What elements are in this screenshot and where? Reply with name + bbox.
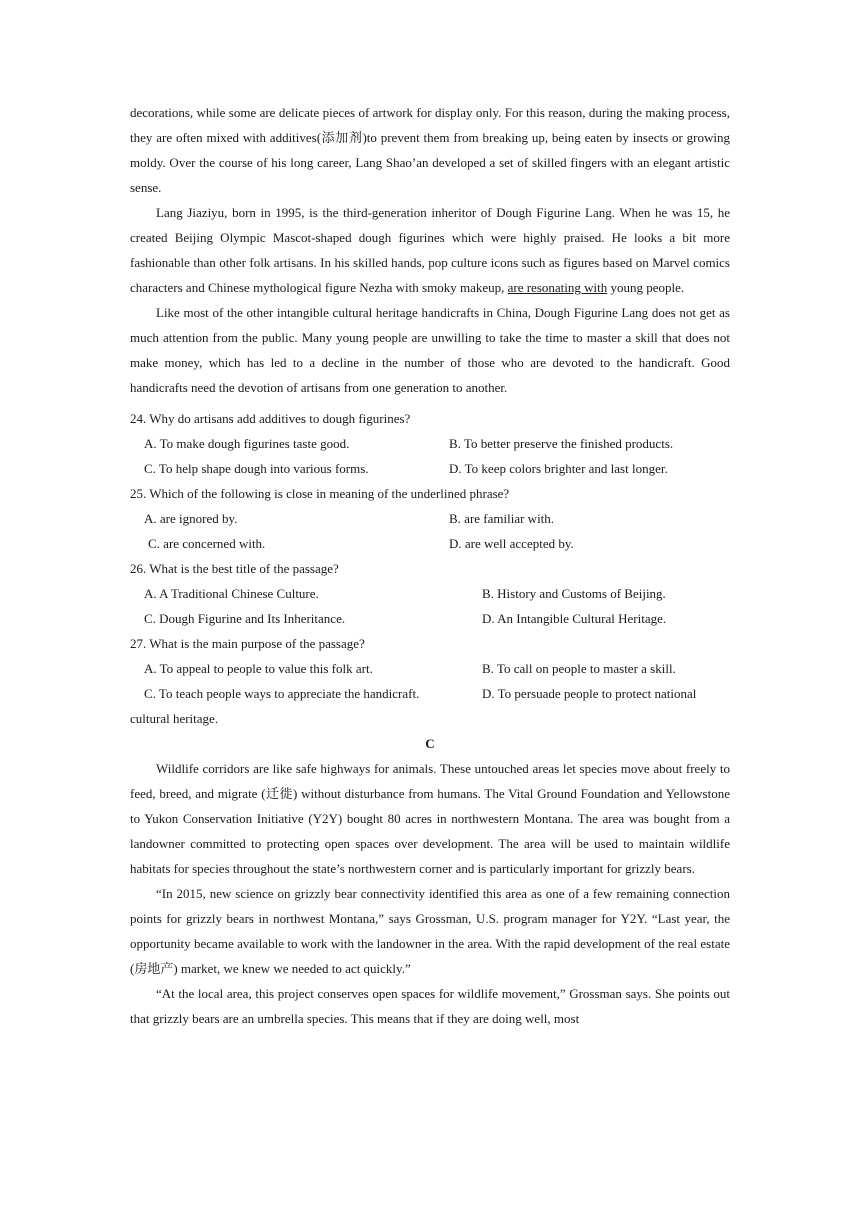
- question-27: [130, 631, 730, 731]
- option-b: B. To better preserve the finished products.: [449, 436, 674, 451]
- option-a: A. To make dough figurines taste good.: [144, 436, 350, 451]
- section-heading: C: [425, 736, 435, 751]
- question-26: [130, 556, 730, 631]
- option-c: C. Dough Figurine and Its Inheritance.: [144, 611, 346, 626]
- option-a: A. A Traditional Chinese Culture.: [144, 586, 319, 601]
- option-c: C. are concerned with.: [148, 536, 266, 551]
- passage-b-paragraph-3: Like most of the other intangible cultural heritage handicrafts in China, Dough Figurine Lang does not get as much attention from the public. Many young people are unwilling to take the time to master a skill that does not make money, which has led to a decline in the number of those who are devoted to the handicraft. Good handicrafts need the devotion of artisans from one generation to another.: [130, 305, 730, 395]
- option-d-continued: cultural heritage.: [130, 711, 219, 726]
- paragraph-text: Lang Jiaziyu, born in 1995, is the third-generation inheritor of Dough Figurine Lang. When he was 15, he created Beijing Olympic Mascot-shaped dough figurines which were highly praised. He looks a bit more fashionable than other folk artisans. In his skilled hands, pop culture icons such as figures based on Marvel comics characters and Chinese mythological figure Nezha with smoky makeup,: [130, 205, 730, 295]
- passage-c-paragraph-1: Wildlife corridors are like safe highways for animals. These untouched areas let species move about freely to feed, breed, and migrate (迁徙) without disturbance from humans. The Vital Ground Foundation and Yellowstone to Yukon Conservation Initiative (Y2Y) bought 80 acres in northwestern Montana. The area was bought from a landowner committed to protecting open spaces over development. The area will be used to maintain wildlife habitats for species throughout the state’s northwestern corner and is particularly important for grizzly bears.: [130, 761, 730, 876]
- option-c: C. To help shape dough into various forms.: [144, 461, 369, 476]
- passage-c-paragraph-2: “In 2015, new science on grizzly bear connectivity identified this area as one of a few remaining connection points for grizzly bears in northwest Montana,” says Grossman, U.S. program manager for Y2Y. “Last year, the opportunity became available to work with the landowner in the area. With the rapid development of the real estate (房地产) market, we knew we needed to act quickly.”: [130, 886, 730, 976]
- passage-c-paragraph-3: “At the local area, this project conserves open spaces for wildlife movement,” Grossman says. She points out that grizzly bears are an umbrella species. This means that if they are doing well, most: [130, 986, 730, 1026]
- question-25: [130, 481, 730, 556]
- passage-b-paragraph-1: decorations, while some are delicate pieces of artwork for display only. For this reason, during the making process, they are often mixed with additives(添加剂)to prevent them from breaking up, being eaten by insects or growing moldy. Over the course of his long career, Lang Shao’an developed a set of skilled fingers with an elegant artistic sense.: [130, 105, 730, 195]
- passage-b-paragraph-2: [130, 200, 730, 300]
- question-stem: 24. Why do artisans add additives to dough figurines?: [130, 411, 411, 426]
- option-b: B. are familiar with.: [449, 511, 555, 526]
- option-c: C. To teach people ways to appreciate the handicraft.: [144, 686, 420, 701]
- document-page: [130, 100, 730, 1031]
- option-d: D. are well accepted by.: [449, 536, 574, 551]
- underlined-phrase: are resonating with: [507, 280, 608, 295]
- question-stem: 27. What is the main purpose of the passage?: [130, 636, 365, 651]
- question-stem: 25. Which of the following is close in meaning of the underlined phrase?: [130, 486, 510, 501]
- option-a: A. are ignored by.: [144, 511, 238, 526]
- option-b: B. History and Customs of Beijing.: [482, 586, 666, 601]
- option-b: B. To call on people to master a skill.: [482, 661, 676, 676]
- option-d: D. To keep colors brighter and last longer.: [449, 461, 668, 476]
- option-d: D. To persuade people to protect national: [482, 686, 697, 701]
- question-stem: 26. What is the best title of the passage?: [130, 561, 339, 576]
- paragraph-text: young people.: [607, 280, 685, 295]
- option-a: A. To appeal to people to value this folk art.: [144, 661, 373, 676]
- option-d: D. An Intangible Cultural Heritage.: [482, 611, 667, 626]
- question-24: [130, 406, 730, 481]
